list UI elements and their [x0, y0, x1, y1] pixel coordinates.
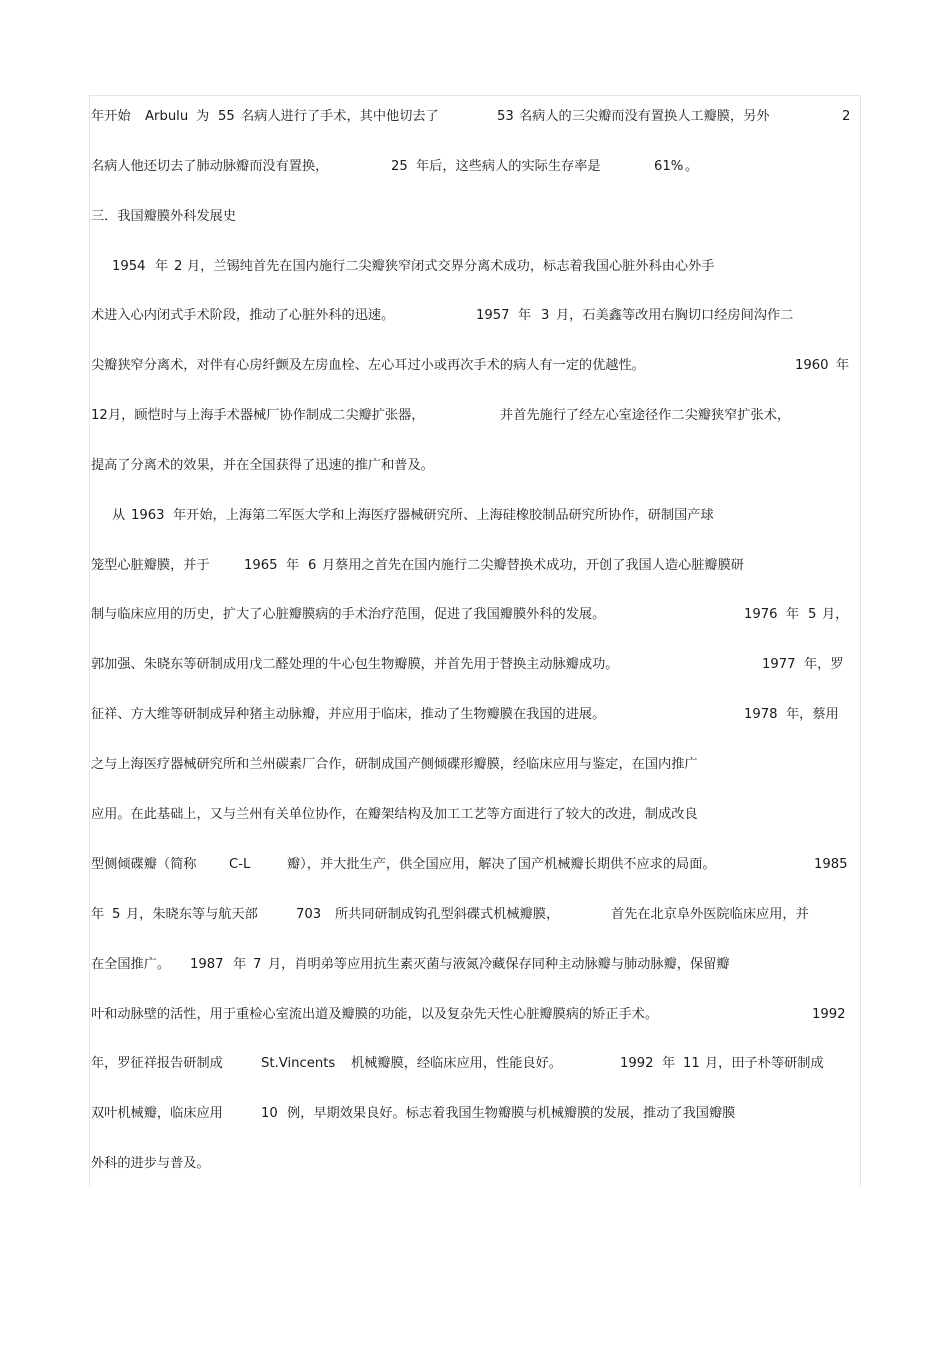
text-segment: 55 [218, 109, 235, 124]
text-segment: 1985 [814, 857, 848, 872]
text-line [0, 405, 950, 427]
text-segment: 11 [683, 1056, 700, 1071]
text-segment: 年 [786, 607, 800, 622]
text-line [0, 206, 950, 228]
text-segment: 1992 [812, 1007, 846, 1022]
text-line [0, 704, 950, 726]
text-segment: 1963 [131, 508, 165, 523]
text-segment: 1960 [795, 358, 829, 373]
text-segment: 之与上海医疗器械研究所和兰州碳素厂合作，研制成国产侧倾碟形瓣膜，经临床应用与鉴定，在国内推广 [91, 757, 698, 772]
text-segment: 2 [842, 109, 851, 124]
text-segment: 25 [391, 159, 408, 174]
text-segment: 年 [286, 558, 300, 573]
text-segment: 1978 [744, 707, 778, 722]
text-segment: 名病人的三尖瓣而没有置换人工瓣膜，另外 [519, 109, 770, 124]
text-line [0, 1103, 950, 1125]
text-segment: 月，兰锡纯首先在国内施行二尖瓣狭窄闭式交界分离术成功，标志着我国心脏外科由心外手 [187, 259, 715, 274]
text-segment: 年 [662, 1056, 676, 1071]
text-line [0, 555, 950, 577]
text-segment: 12 [91, 408, 108, 423]
text-segment: 月，田子朴等研制成 [705, 1056, 824, 1071]
text-line [0, 156, 950, 178]
text-segment: 5 [808, 607, 817, 622]
text-segment: Arbulu [145, 109, 189, 124]
text-segment: 征祥、方大维等研制成异种猪主动脉瓣，并应用于临床，推动了生物瓣膜在我国的进展。 [91, 707, 606, 722]
text-segment: 尖瓣狭窄分离术，对伴有心房纤颤及左房血栓、左心耳过小或再次手术的病人有一定的优越性。 [91, 358, 645, 373]
text-line [0, 355, 950, 377]
text-segment: 叶和动脉壁的活性，用于重检心室流出道及瓣膜的功能，以及复杂先天性心脏瓣膜病的矫正手术。 [91, 1007, 659, 1022]
text-line [0, 1053, 950, 1075]
text-segment: 5 [112, 907, 121, 922]
text-segment: 制与临床应用的历史，扩大了心脏瓣膜病的手术治疗范围，促进了我国瓣膜外科的发展。 [91, 607, 606, 622]
text-segment: 月蔡用之首先在国内施行二尖瓣替换术成功，开创了我国人造心脏瓣膜研 [322, 558, 744, 573]
text-segment: 1992 [620, 1056, 654, 1071]
text-segment: 703 [296, 907, 322, 922]
text-segment: 月， [822, 607, 849, 622]
text-segment: 年 [233, 957, 247, 972]
text-line [0, 256, 950, 278]
text-line [0, 854, 950, 876]
text-line [0, 654, 950, 676]
text-segment: 笼型心脏瓣膜，并于 [91, 558, 210, 573]
page-frame-top-border [89, 95, 861, 96]
text-segment: 为 [196, 109, 210, 124]
text-segment: 例，早期效果良好。标志着我国生物瓣膜与机械瓣膜的发展，推动了我国瓣膜 [287, 1106, 736, 1121]
text-line [0, 604, 950, 626]
text-segment: 术进入心内闭式手术阶段，推动了心脏外科的迅速。 [91, 308, 395, 323]
text-segment: 1957 [476, 308, 510, 323]
text-segment: 年，罗 [804, 657, 844, 672]
text-segment: 7 [253, 957, 262, 972]
text-segment: 1965 [244, 558, 278, 573]
text-segment: 从 [112, 508, 126, 523]
text-line [0, 106, 950, 128]
text-segment: 并首先施行了经左心室途径作二尖瓣狭窄扩张术， [500, 408, 791, 423]
text-segment: 双叶机械瓣，临床应用 [91, 1106, 223, 1121]
text-segment: 月，石美鑫等改用右胸切口经房间沟作二 [556, 308, 794, 323]
text-line [0, 455, 950, 477]
text-segment: 6 [308, 558, 317, 573]
text-segment: 名病人他还切去了肺动脉瓣而没有置换， [91, 159, 329, 174]
text-segment: 瓣），并大批生产，供全国应用，解决了国产机械瓣长期供不应求的局面。 [287, 857, 716, 872]
text-segment: 年开始，上海第二军医大学和上海医疗器械研究所、上海硅橡胶制品研究所协作，研制国产球 [173, 508, 714, 523]
text-segment: 月，肖明弟等应用抗生素灭菌与液氮冷藏保存同种主动脉瓣与肺动脉瓣，保留瓣 [268, 957, 730, 972]
text-segment: 年 [155, 259, 169, 274]
text-segment: St.Vincents [261, 1056, 336, 1071]
text-segment: 2 [174, 259, 183, 274]
text-segment: 型侧倾碟瓣（简称 [91, 857, 197, 872]
text-segment: 53 [497, 109, 514, 124]
text-line [0, 1153, 950, 1175]
text-segment: 3 [541, 308, 550, 323]
text-segment: 外科的进步与普及。 [91, 1156, 210, 1171]
text-line [0, 754, 950, 776]
text-segment: 应用。在此基础上，又与兰州有关单位协作，在瓣架结构及加工工艺等方面进行了较大的改进，制成改良 [91, 807, 698, 822]
text-segment: 1977 [762, 657, 796, 672]
text-segment: 。 [685, 159, 699, 174]
text-segment: 郭加强、朱晓东等研制成用戊二醛处理的牛心包生物瓣膜，并首先用于替换主动脉瓣成功。 [91, 657, 619, 672]
text-line [0, 1004, 950, 1026]
text-segment: 年开始 [91, 109, 131, 124]
text-segment: 年 [518, 308, 532, 323]
text-segment: 年 [836, 358, 850, 373]
text-segment: 所共同研制成钩孔型斜碟式机械瓣膜， [335, 907, 560, 922]
text-segment: 年 [91, 907, 105, 922]
text-segment: 年，罗征祥报告研制成 [91, 1056, 223, 1071]
text-line [0, 505, 950, 527]
text-segment: 提高了分离术的效果，并在全国获得了迅速的推广和普及。 [91, 458, 434, 473]
text-segment: 在全国推广。 [91, 957, 171, 972]
text-segment: 月，顾恺时与上海手术器械厂协作制成二尖瓣扩张器， [108, 408, 425, 423]
text-segment: 年后，这些病人的实际生存率是 [416, 159, 601, 174]
text-line [0, 804, 950, 826]
text-segment: C-L [229, 857, 251, 872]
text-segment: 61% [654, 159, 684, 174]
text-segment: 月，朱晓东等与航天部 [126, 907, 258, 922]
text-segment: 三．我国瓣膜外科发展史 [91, 209, 237, 224]
text-segment: 1976 [744, 607, 778, 622]
text-segment: 年，蔡用 [786, 707, 839, 722]
text-segment: 机械瓣膜，经临床应用，性能良好。 [351, 1056, 562, 1071]
text-segment: 10 [261, 1106, 278, 1121]
text-segment: 首先在北京阜外医院临床应用，并 [611, 907, 809, 922]
text-line [0, 904, 950, 926]
text-line [0, 305, 950, 327]
text-segment: 1987 [190, 957, 224, 972]
text-segment: 名病人进行了手术，其中他切去了 [241, 109, 439, 124]
text-segment: 1954 [112, 259, 146, 274]
text-line [0, 954, 950, 976]
